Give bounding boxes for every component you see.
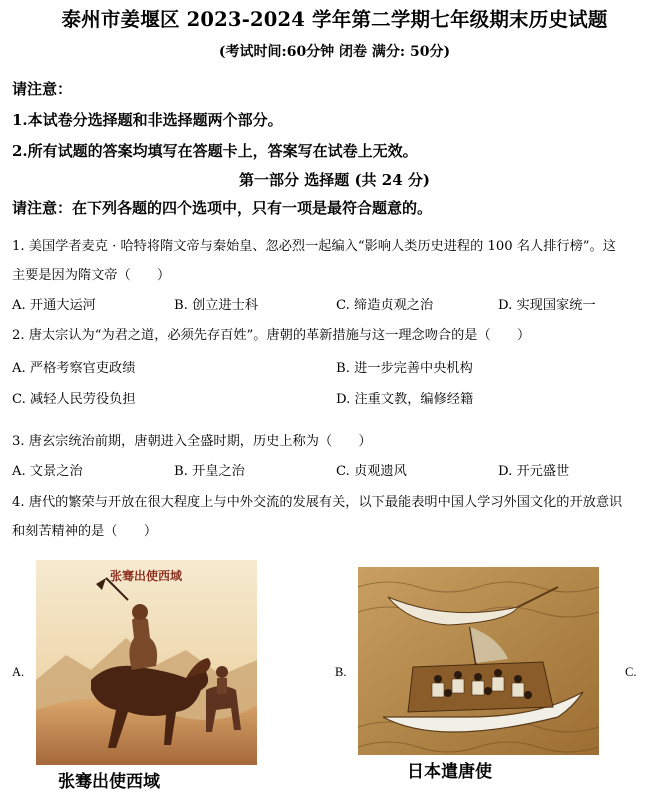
question-1-stem-line-2: 主要是因为隋文帝（ ） [12, 268, 171, 283]
question-3-option-c: C. 贞观遗风 [336, 464, 407, 479]
zhang-qian-caption: 张骞出使西域 [58, 772, 160, 792]
question-2-option-c: C. 减轻人民劳役负担 [12, 392, 136, 407]
exam-title: 泰州市姜堰区 2023-2024 学年第二学期七年级期末历史试题 [61, 8, 608, 31]
question-3-option-d: D. 开元盛世 [498, 464, 570, 479]
question-2-option-d: D. 注重文教，编修经籍 [336, 392, 474, 407]
zhang-qian-painting-illustration [36, 560, 257, 765]
question-2-option-a: A. 严格考察官吏政绩 [12, 361, 136, 376]
question-2-stem: 2. 唐太宗认为“为君之道，必须先存百姓”。唐朝的革新措施与这一理念吻合的是（ ） [12, 328, 531, 343]
notice-line-2: 2.所有试题的答案均填写在答题卡上，答案写在试卷上无效。 [12, 142, 418, 160]
exam-subtitle: (考试时间:60分钟 闭卷 满分: 50分) [218, 44, 451, 60]
question-1-option-c: C. 缔造贞观之治 [336, 298, 434, 313]
question-3-option-b: B. 开皇之治 [174, 464, 245, 479]
question-3-option-a: A. 文景之治 [12, 464, 83, 479]
question-1-stem-line-1: 1. 美国学者麦克 · 哈特将隋文帝与秦始皇、忽必烈一起编入“影响人类历史进程的 100 名人排行榜”。这 [12, 239, 616, 254]
zhang-qian-painting-title: 张骞出使西域 [109, 569, 183, 583]
question-2-option-b: B. 进一步完善中央机构 [336, 361, 473, 376]
section-title: 第一部分 选择题 (共 24 分) [239, 171, 430, 189]
question-4-option-a-label: A. [12, 665, 25, 679]
question-1-option-d: D. 实现国家统一 [498, 298, 596, 313]
japanese-envoy-caption: 日本遣唐使 [407, 762, 492, 782]
section-instruction: 请注意：在下列各题的四个选项中，只有一项是最符合题意的。 [12, 199, 433, 217]
question-4-option-c-label: C. [625, 665, 637, 679]
question-1-option-b: B. 创立进士科 [174, 298, 259, 313]
question-1-option-a: A. 开通大运河 [12, 298, 96, 313]
question-4-stem-line-2: 和刻苦精神的是（ ） [12, 524, 158, 539]
zhang-qian-painting [36, 560, 257, 765]
question-4-option-b-label: B. [335, 665, 347, 679]
question-4-stem-line-1: 4. 唐代的繁荣与开放在很大程度上与中外交流的发展有关，以下最能表明中国人学习外国文化的开放意识 [12, 495, 623, 510]
japanese-envoy-painting [358, 567, 599, 755]
question-3-stem: 3. 唐玄宗统治前期，唐朝进入全盛时期，历史上称为（ ） [12, 434, 372, 449]
notice-heading: 请注意： [12, 80, 73, 98]
notice-line-1: 1.本试卷分选择题和非选择题两个部分。 [12, 111, 283, 129]
japanese-envoy-painting-illustration [358, 567, 599, 755]
